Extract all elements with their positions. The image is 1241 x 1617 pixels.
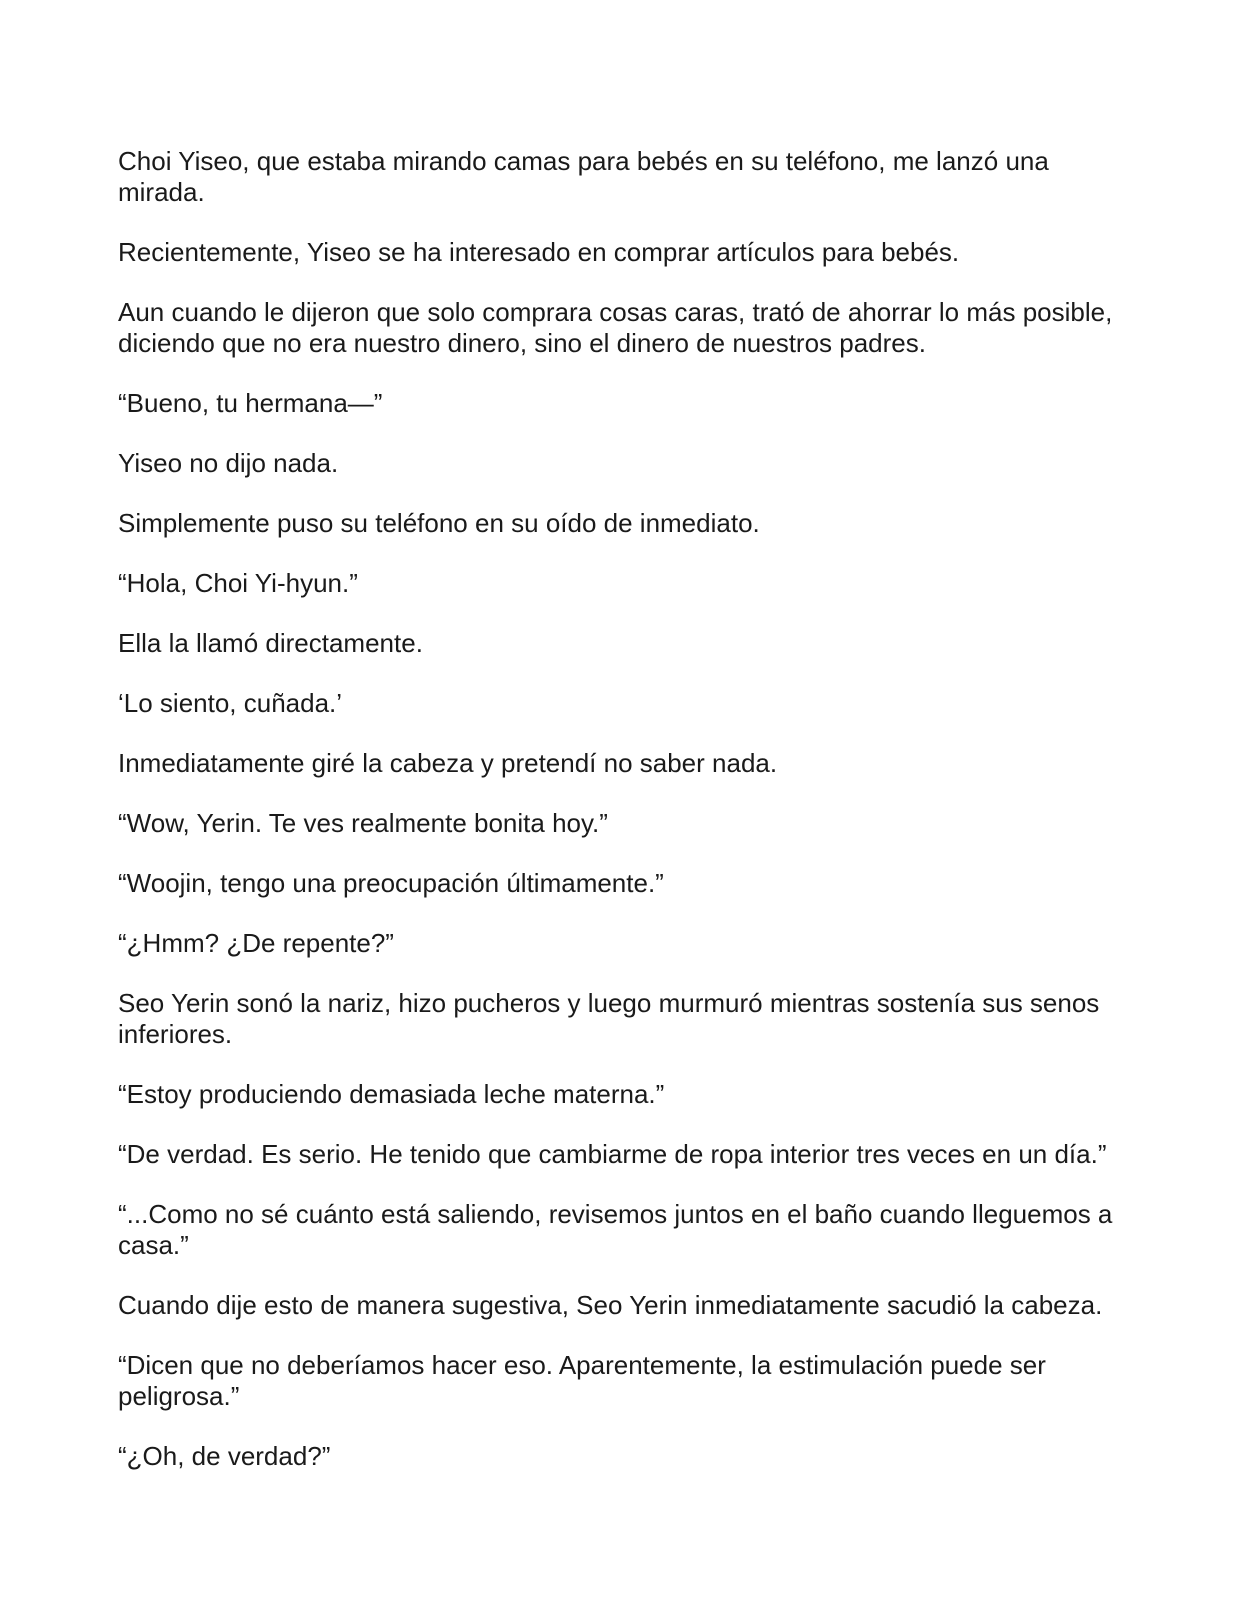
- paragraph: “Bueno, tu hermana—”: [118, 388, 383, 418]
- paragraph: Yiseo no dijo nada.: [118, 448, 339, 478]
- paragraph: Recientemente, Yiseo se ha interesado en comprar artículos para bebés.: [118, 237, 960, 267]
- paragraph: “Woojin, tengo una preocupación últimamente.”: [118, 868, 664, 898]
- paragraph: “De verdad. Es serio. He tenido que cambiarme de ropa interior tres veces en un día.”: [118, 1139, 1107, 1169]
- paragraph: Simplemente puso su teléfono en su oído de inmediato.: [118, 508, 760, 538]
- paragraph: “Estoy produciendo demasiada leche materna.”: [118, 1079, 665, 1109]
- paragraph: Ella la llamó directamente.: [118, 628, 423, 658]
- paragraph: “Wow, Yerin. Te ves realmente bonita hoy.”: [118, 808, 608, 838]
- paragraph: Cuando dije esto de manera sugestiva, Seo Yerin inmediatamente sacudió la cabeza.: [118, 1290, 1103, 1320]
- paragraph: Choi Yiseo, que estaba mirando camas para bebés en su teléfono, me lanzó una mirada.: [118, 146, 1049, 207]
- paragraph: “Dicen que no deberíamos hacer eso. Aparentemente, la estimulación puede ser peligrosa.”: [118, 1350, 1046, 1411]
- paragraph: Aun cuando le dijeron que solo comprara cosas caras, trató de ahorrar lo más posible, diciendo que no era nuestro dinero, sino el dinero de nuestros padres.: [118, 297, 1113, 358]
- paragraph: “¿Hmm? ¿De repente?”: [118, 928, 394, 958]
- paragraph: Seo Yerin sonó la nariz, hizo pucheros y luego murmuró mientras sostenía sus senos inferiores.: [118, 988, 1100, 1049]
- paragraph: “...Como no sé cuánto está saliendo, revisemos juntos en el baño cuando lleguemos a casa.”: [118, 1199, 1113, 1260]
- paragraph: “¿Oh, de verdad?”: [118, 1441, 331, 1471]
- paragraph: ‘Lo siento, cuñada.’: [118, 688, 343, 718]
- document-body: [118, 146, 1118, 1501]
- paragraph: Inmediatamente giré la cabeza y pretendí no saber nada.: [118, 748, 778, 778]
- paragraph: “Hola, Choi Yi-hyun.”: [118, 568, 358, 598]
